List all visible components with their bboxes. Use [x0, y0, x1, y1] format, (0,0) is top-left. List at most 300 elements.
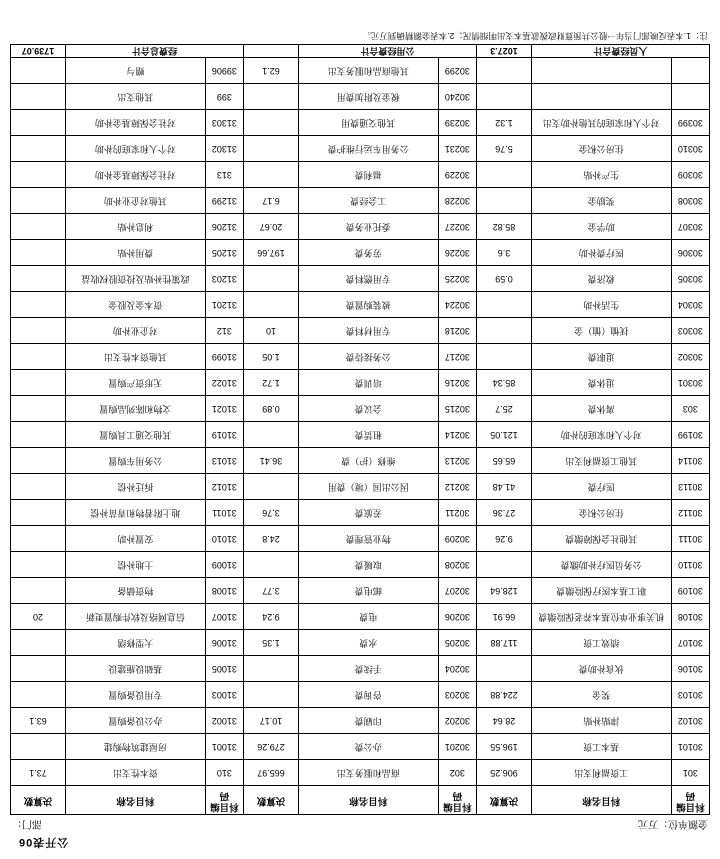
cell-name: 工资福利支出 — [531, 760, 671, 786]
cell-code: 30309 — [671, 162, 709, 188]
cell-amount — [11, 396, 66, 422]
cell-name: 手续费 — [298, 656, 438, 682]
cell-code: 30217 — [438, 344, 476, 370]
cell-name: 专用燃料费 — [298, 266, 438, 292]
cell-code: 30204 — [438, 656, 476, 682]
cell-amount: 224.88 — [477, 682, 532, 708]
cell-amount: 3.76 — [244, 500, 299, 526]
cell-amount: 665.97 — [244, 760, 299, 786]
cell-amount — [244, 682, 299, 708]
cell-name: 伙食补助费 — [531, 656, 671, 682]
cell-name: 物业管理费 — [298, 526, 438, 552]
cell-name: 印刷费 — [298, 708, 438, 734]
cell-name: 其他交通费用 — [298, 110, 438, 136]
cell-amount — [244, 136, 299, 162]
cell-code: 31012 — [205, 474, 243, 500]
cell-amount — [11, 734, 66, 760]
cell-code: 31205 — [205, 240, 243, 266]
cell-amount — [11, 656, 66, 682]
cell-code: 30306 — [671, 240, 709, 266]
cell-code: 30112 — [671, 500, 709, 526]
cell-code: 30301 — [671, 370, 709, 396]
cell-code: 30209 — [438, 526, 476, 552]
cell-code: 30231 — [438, 136, 476, 162]
cell-name: 文物和陈列品购置 — [65, 396, 205, 422]
cell-code: 31099 — [205, 344, 243, 370]
cell-code: 310 — [205, 760, 243, 786]
cell-amount: 6.17 — [244, 188, 299, 214]
table-row — [11, 760, 710, 786]
cell-name: 信息网络及软件购置更新 — [65, 604, 205, 630]
cell-code: 30111 — [671, 526, 709, 552]
cell-code: 30239 — [438, 110, 476, 136]
cell-amount — [477, 318, 532, 344]
cell-code: 30305 — [671, 266, 709, 292]
cell-name: 公务员医疗补助缴费 — [531, 552, 671, 578]
cell-name: 奖励金 — [531, 188, 671, 214]
table-row — [11, 708, 710, 734]
cell-code: 313 — [205, 162, 243, 188]
cell-amount — [11, 578, 66, 604]
cell-amount — [477, 292, 532, 318]
cell-code: 30214 — [438, 422, 476, 448]
cell-amount: 0.89 — [244, 396, 299, 422]
header-code-1: 科目编码 — [671, 786, 709, 815]
cell-code: 30308 — [671, 188, 709, 214]
cell-code: 30114 — [671, 448, 709, 474]
cell-amount — [244, 474, 299, 500]
cell-code: 31008 — [205, 578, 243, 604]
cell-amount — [11, 214, 66, 240]
cell-amount — [11, 188, 66, 214]
cell-code: 31013 — [205, 448, 243, 474]
cell-code: 30215 — [438, 396, 476, 422]
cell-name: 被装购置费 — [298, 292, 438, 318]
table-row — [11, 188, 710, 214]
cell-name: 对社会保障基金补助 — [65, 110, 205, 136]
cell-amount: 10.17 — [244, 708, 299, 734]
cell-name: 赠与 — [65, 58, 205, 84]
cell-code: 30109 — [671, 578, 709, 604]
cell-name: 公务接待费 — [298, 344, 438, 370]
cell-name: 水费 — [298, 630, 438, 656]
cell-code — [671, 58, 709, 84]
cell-amount: 0.59 — [477, 266, 532, 292]
table-row — [11, 370, 710, 396]
cell-amount — [244, 422, 299, 448]
cell-code: 31206 — [205, 214, 243, 240]
cell-amount — [11, 422, 66, 448]
table-row — [11, 396, 710, 422]
cell-name: 无形资产购置 — [65, 370, 205, 396]
cell-amount — [11, 318, 66, 344]
cell-code: 30303 — [671, 318, 709, 344]
cell-amount: 20.67 — [244, 214, 299, 240]
cell-code: 30108 — [671, 604, 709, 630]
cell-name: 其他支出 — [65, 84, 205, 110]
table-row — [11, 474, 710, 500]
header-name-1: 科目名称 — [531, 786, 671, 815]
cell-name: 办公费 — [298, 734, 438, 760]
header-amount-2: 决算数 — [244, 786, 299, 815]
table-row — [11, 526, 710, 552]
unit-label: 金额单位：万元 — [638, 818, 708, 829]
cell-amount — [477, 84, 532, 110]
cell-code: 30101 — [671, 734, 709, 760]
cell-name: 住房公积金 — [531, 136, 671, 162]
cell-amount: 25.7 — [477, 396, 532, 422]
document-title: 公开表06 — [18, 836, 69, 848]
cell-name: 医疗费 — [531, 474, 671, 500]
table-row — [11, 136, 710, 162]
table-row — [11, 656, 710, 682]
cell-code: 30229 — [438, 162, 476, 188]
cell-name — [531, 84, 671, 110]
table-row — [11, 84, 710, 110]
cell-amount — [11, 552, 66, 578]
cell-code: 31203 — [205, 266, 243, 292]
table-row — [11, 734, 710, 760]
cell-name: 税金及附加费用 — [298, 84, 438, 110]
cell-name: 其他工资福利支出 — [531, 448, 671, 474]
cell-name: 绩效工资 — [531, 630, 671, 656]
cell-code: 30207 — [438, 578, 476, 604]
cell-code: 30102 — [671, 708, 709, 734]
cell-name: 电费 — [298, 604, 438, 630]
header-amount-3: 决算数 — [11, 786, 66, 815]
cell-code: 31201 — [205, 292, 243, 318]
cell-amount — [11, 500, 66, 526]
cell-name: 维修（护）费 — [298, 448, 438, 474]
cell-code: 30310 — [671, 136, 709, 162]
table-row — [11, 604, 710, 630]
cell-amount: 3.77 — [244, 578, 299, 604]
cell-code: 30299 — [438, 58, 476, 84]
cell-amount: 62.1 — [244, 58, 299, 84]
cell-amount: 85.82 — [477, 214, 532, 240]
cell-name: 助学金 — [531, 214, 671, 240]
cell-code: 30203 — [438, 682, 476, 708]
table-row — [11, 266, 710, 292]
cell-amount: 3.6 — [477, 240, 532, 266]
cell-name — [531, 58, 671, 84]
cell-amount: 5.76 — [477, 136, 532, 162]
cell-name: 因公出国（境）费用 — [298, 474, 438, 500]
cell-code: 30218 — [438, 318, 476, 344]
cell-name: 基本工资 — [531, 734, 671, 760]
cell-amount — [477, 344, 532, 370]
cell-code: 31021 — [205, 396, 243, 422]
cell-code: 303 — [671, 396, 709, 422]
cell-amount — [11, 682, 66, 708]
cell-name: 专用设备购置 — [65, 682, 205, 708]
cell-code: 30208 — [438, 552, 476, 578]
cell-name: 津贴补贴 — [531, 708, 671, 734]
cell-code: 30103 — [671, 682, 709, 708]
total-label-mid: 公用经费合计 — [298, 44, 476, 57]
cell-amount: 66.91 — [477, 604, 532, 630]
cell-amount: 24.8 — [244, 526, 299, 552]
cell-amount: 196.55 — [477, 734, 532, 760]
cell-amount — [477, 656, 532, 682]
cell-name: 抚恤（恤）金 — [531, 318, 671, 344]
total-amount-left: 1027.3 — [477, 44, 532, 57]
cell-code: 30205 — [438, 630, 476, 656]
cell-name: 其他资本性支出 — [65, 344, 205, 370]
cell-name: 其他对企业补助 — [65, 188, 205, 214]
cell-name: 生产补贴 — [531, 162, 671, 188]
cell-name: 专用材料费 — [298, 318, 438, 344]
cell-amount: 117.88 — [477, 630, 532, 656]
cell-code: 30113 — [671, 474, 709, 500]
cell-amount — [244, 84, 299, 110]
cell-name: 咨询费 — [298, 682, 438, 708]
cell-name: 离休费 — [531, 396, 671, 422]
cell-code: 31009 — [205, 552, 243, 578]
cell-amount: 28.64 — [477, 708, 532, 734]
cell-name: 安置补助 — [65, 526, 205, 552]
cell-amount: 9.24 — [244, 604, 299, 630]
cell-name: 其他商品和服务支出 — [298, 58, 438, 84]
cell-name: 邮电费 — [298, 578, 438, 604]
cell-amount: 128.64 — [477, 578, 532, 604]
cell-amount: 85.34 — [477, 370, 532, 396]
cell-name: 对个人和家庭的其他补助支出 — [531, 110, 671, 136]
cell-code: 30202 — [438, 708, 476, 734]
cell-amount — [244, 266, 299, 292]
footnote: 注：1.本表反映部门当年一般公共预算财政拨款基本支出明细情况；2.本表金额精确到万元。 — [362, 30, 708, 41]
cell-name: 其他交通工具购置 — [65, 422, 205, 448]
cell-code: 30213 — [438, 448, 476, 474]
total-amount-right: 1739.07 — [11, 44, 66, 57]
cell-name: 办公设备购置 — [65, 708, 205, 734]
cell-name: 会议费 — [298, 396, 438, 422]
cell-name: 职工基本医疗保险缴费 — [531, 578, 671, 604]
table-row — [11, 630, 710, 656]
cell-code: 30206 — [438, 604, 476, 630]
cell-code: 31010 — [205, 526, 243, 552]
cell-amount — [11, 266, 66, 292]
table-row — [11, 552, 710, 578]
cell-code: 301 — [671, 760, 709, 786]
cell-code: 30304 — [671, 292, 709, 318]
cell-amount — [11, 136, 66, 162]
cell-code: 31002 — [205, 708, 243, 734]
cell-name: 租赁费 — [298, 422, 438, 448]
cell-amount: 10 — [244, 318, 299, 344]
table-row — [11, 500, 710, 526]
cell-name: 大型修缮 — [65, 630, 205, 656]
cell-name: 医疗费补助 — [531, 240, 671, 266]
header-amount-1: 决算数 — [477, 786, 532, 815]
cell-code: 31302 — [205, 136, 243, 162]
cell-name: 土地补偿 — [65, 552, 205, 578]
cell-code: 30110 — [671, 552, 709, 578]
table-row — [11, 292, 710, 318]
cell-name: 政策性补贴及投资股权收益 — [65, 266, 205, 292]
cell-name: 奖金 — [531, 682, 671, 708]
cell-name: 委托业务费 — [298, 214, 438, 240]
cell-name: 福利费 — [298, 162, 438, 188]
cell-code: 30307 — [671, 214, 709, 240]
cell-name: 差旅费 — [298, 500, 438, 526]
cell-amount — [477, 188, 532, 214]
cell-name: 其他社会保障缴费 — [531, 526, 671, 552]
header-code-2: 科目编码 — [438, 786, 476, 815]
cell-code: 30199 — [671, 422, 709, 448]
cell-amount: 121.05 — [477, 422, 532, 448]
cell-code: 30228 — [438, 188, 476, 214]
budget-table — [10, 44, 710, 815]
cell-code: 30224 — [438, 292, 476, 318]
cell-amount — [11, 240, 66, 266]
cell-name: 对个人和家庭的补助 — [531, 422, 671, 448]
cell-name: 退职费 — [531, 344, 671, 370]
cell-code: 30107 — [671, 630, 709, 656]
cell-code: 31299 — [205, 188, 243, 214]
cell-name: 对个人和家庭的补助 — [65, 136, 205, 162]
cell-amount — [11, 110, 66, 136]
cell-amount: 279.26 — [244, 734, 299, 760]
header-code-3: 科目编码 — [205, 786, 243, 815]
cell-code: 30106 — [671, 656, 709, 682]
cell-code: 30302 — [671, 344, 709, 370]
cell-amount — [11, 84, 66, 110]
table-row — [11, 318, 710, 344]
table-row — [11, 578, 710, 604]
cell-code: 30216 — [438, 370, 476, 396]
cell-amount — [11, 162, 66, 188]
table-header-row — [11, 786, 710, 815]
cell-amount — [11, 292, 66, 318]
table-row — [11, 214, 710, 240]
cell-amount — [244, 656, 299, 682]
cell-amount — [477, 552, 532, 578]
cell-code: 30212 — [438, 474, 476, 500]
cell-code: 30225 — [438, 266, 476, 292]
cell-amount: 906.25 — [477, 760, 532, 786]
total-label-left: 人员经费合计 — [531, 44, 709, 57]
cell-code: 302 — [438, 760, 476, 786]
cell-amount — [11, 448, 66, 474]
header-name-2: 科目名称 — [298, 786, 438, 815]
cell-amount: 63.1 — [11, 708, 66, 734]
cell-amount — [244, 162, 299, 188]
cell-code — [671, 84, 709, 110]
cell-amount — [477, 162, 532, 188]
cell-amount — [11, 370, 66, 396]
cell-name: 资本金及股金 — [65, 292, 205, 318]
table-row — [11, 448, 710, 474]
cell-name: 公务用车购置 — [65, 448, 205, 474]
cell-name: 基础设施建设 — [65, 656, 205, 682]
cell-code: 31011 — [205, 500, 243, 526]
cell-code: 31303 — [205, 110, 243, 136]
cell-amount: 41.48 — [477, 474, 532, 500]
cell-name: 培训费 — [298, 370, 438, 396]
cell-amount — [11, 526, 66, 552]
cell-amount — [11, 344, 66, 370]
cell-code: 31007 — [205, 604, 243, 630]
cell-amount: 9.26 — [477, 526, 532, 552]
cell-name: 退休费 — [531, 370, 671, 396]
cell-name: 拆迁补偿 — [65, 474, 205, 500]
cell-code: 31006 — [205, 630, 243, 656]
cell-amount: 65.65 — [477, 448, 532, 474]
cell-code: 31022 — [205, 370, 243, 396]
cell-code: 31003 — [205, 682, 243, 708]
cell-amount: 1.35 — [244, 630, 299, 656]
cell-name: 商品和服务支出 — [298, 760, 438, 786]
cell-code: 30211 — [438, 500, 476, 526]
cell-name: 取暖费 — [298, 552, 438, 578]
cell-name: 工会经费 — [298, 188, 438, 214]
table-row — [11, 344, 710, 370]
cell-code: 30399 — [671, 110, 709, 136]
cell-amount — [11, 58, 66, 84]
cell-name: 公务用车运行维护费 — [298, 136, 438, 162]
total-label-right: 经费总合计 — [65, 44, 243, 57]
cell-amount — [477, 58, 532, 84]
cell-name: 生活补助 — [531, 292, 671, 318]
cell-code: 30240 — [438, 84, 476, 110]
cell-name: 住房公积金 — [531, 500, 671, 526]
cell-amount: 1.72 — [244, 370, 299, 396]
department-label: 部门： — [12, 818, 42, 829]
cell-amount: 36.41 — [244, 448, 299, 474]
cell-name: 资本性支出 — [65, 760, 205, 786]
total-row — [11, 44, 710, 57]
cell-code: 399 — [205, 84, 243, 110]
header-name-3: 科目名称 — [65, 786, 205, 815]
cell-name: 物资储备 — [65, 578, 205, 604]
cell-name: 房屋建筑物购建 — [65, 734, 205, 760]
cell-code: 30227 — [438, 214, 476, 240]
cell-name: 机关事业单位基本养老保险缴费 — [531, 604, 671, 630]
cell-name: 地上附着物和青苗补偿 — [65, 500, 205, 526]
table-row — [11, 682, 710, 708]
cell-amount: 1.32 — [477, 110, 532, 136]
table-row — [11, 422, 710, 448]
cell-code: 30226 — [438, 240, 476, 266]
meta-row — [12, 818, 708, 833]
cell-code: 31005 — [205, 656, 243, 682]
table-row — [11, 240, 710, 266]
cell-code: 30201 — [438, 734, 476, 760]
cell-amount — [244, 292, 299, 318]
cell-name: 利息补贴 — [65, 214, 205, 240]
cell-amount — [244, 552, 299, 578]
cell-code: 31019 — [205, 422, 243, 448]
table-row — [11, 162, 710, 188]
cell-amount: 20 — [11, 604, 66, 630]
cell-amount: 197.66 — [244, 240, 299, 266]
cell-code: 312 — [205, 318, 243, 344]
cell-amount: 1.05 — [244, 344, 299, 370]
cell-amount — [244, 110, 299, 136]
cell-name: 救济费 — [531, 266, 671, 292]
cell-amount: 73.1 — [11, 760, 66, 786]
cell-name: 对社会保障基金补助 — [65, 162, 205, 188]
cell-amount: 27.36 — [477, 500, 532, 526]
table-row — [11, 58, 710, 84]
table-row — [11, 110, 710, 136]
cell-code: 31001 — [205, 734, 243, 760]
total-amount-mid — [244, 44, 299, 57]
cell-amount — [11, 630, 66, 656]
cell-code: 39906 — [205, 58, 243, 84]
cell-name: 费用补贴 — [65, 240, 205, 266]
